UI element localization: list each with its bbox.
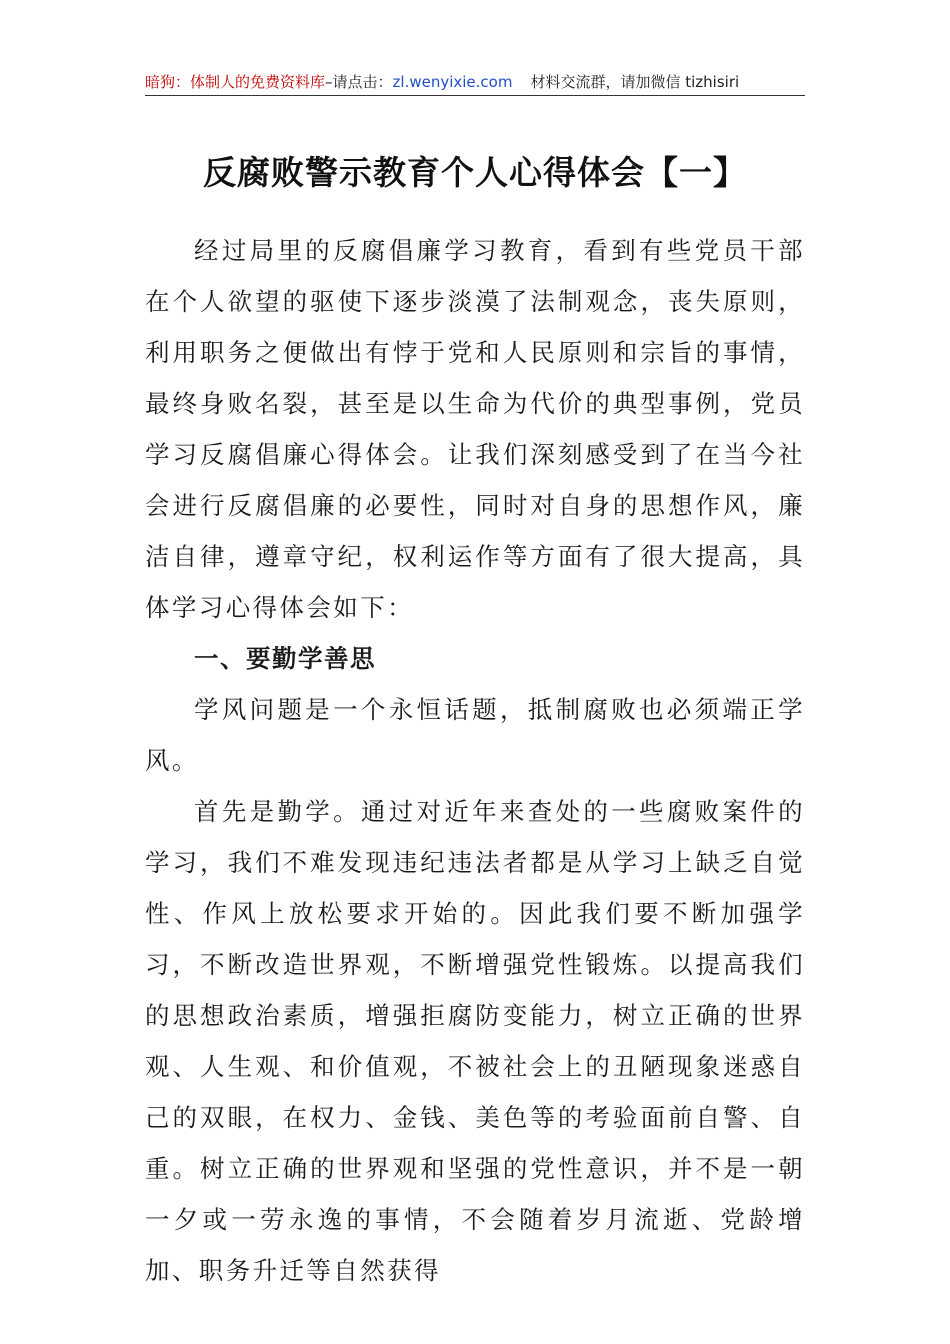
section-heading-1: 一、要勤学善思 <box>194 644 376 673</box>
header-click-prompt: –请点击： <box>325 73 393 91</box>
header-divider <box>145 95 805 96</box>
page-header <box>145 70 805 94</box>
header-site-name: 暗狗：体制人的免费资料库 <box>145 73 326 91</box>
paragraph-2: 学风问题是一个永恒话题，抵制腐败也必须端正学风。 <box>145 695 805 775</box>
document-body <box>145 225 805 1296</box>
header-group-note: 材料交流群，请加微信 tizhisiri <box>530 73 740 91</box>
header-url-link[interactable]: zl.wenyixie.com <box>392 73 513 91</box>
paragraph-intro: 经过局里的反腐倡廉学习教育，看到有些党员干部在个人欲望的驱使下逐步淡漠了法制观念，丧失原则，利用职务之便做出有悖于党和人民原则和宗旨的事情，最终身败名裂，甚至是以生命为代价的典型事例，党员学习反腐倡廉心得体会。让我们深刻感受到了在当今社会进行反腐倡廉的必要性，同时对自身的思想作风，廉洁自律，遵章守纪，权利运作等方面有了很大提高，具体学习心得体会如下： <box>145 236 805 622</box>
document-title: 反腐败警示教育个人心得体会【一】 <box>203 153 747 192</box>
paragraph-3: 首先是勤学。通过对近年来查处的一些腐败案件的学习，我们不难发现违纪违法者都是从学习上缺乏自觉性、作风上放松要求开始的。因此我们要不断加强学习，不断改造世界观，不断增强党性锻炼。以提高我们的思想政治素质，增强拒腐防变能力，树立正确的世界观、人生观、和价值观，不被社会上的丑陋现象迷惑自己的双眼，在权力、金钱、美色等的考验面前自警、自重。树立正确的世界观和坚强的党性意识，并不是一朝一夕或一劳永逸的事情，不会随着岁月流逝、党龄增加、职务升迁等自然获得 <box>145 797 805 1285</box>
